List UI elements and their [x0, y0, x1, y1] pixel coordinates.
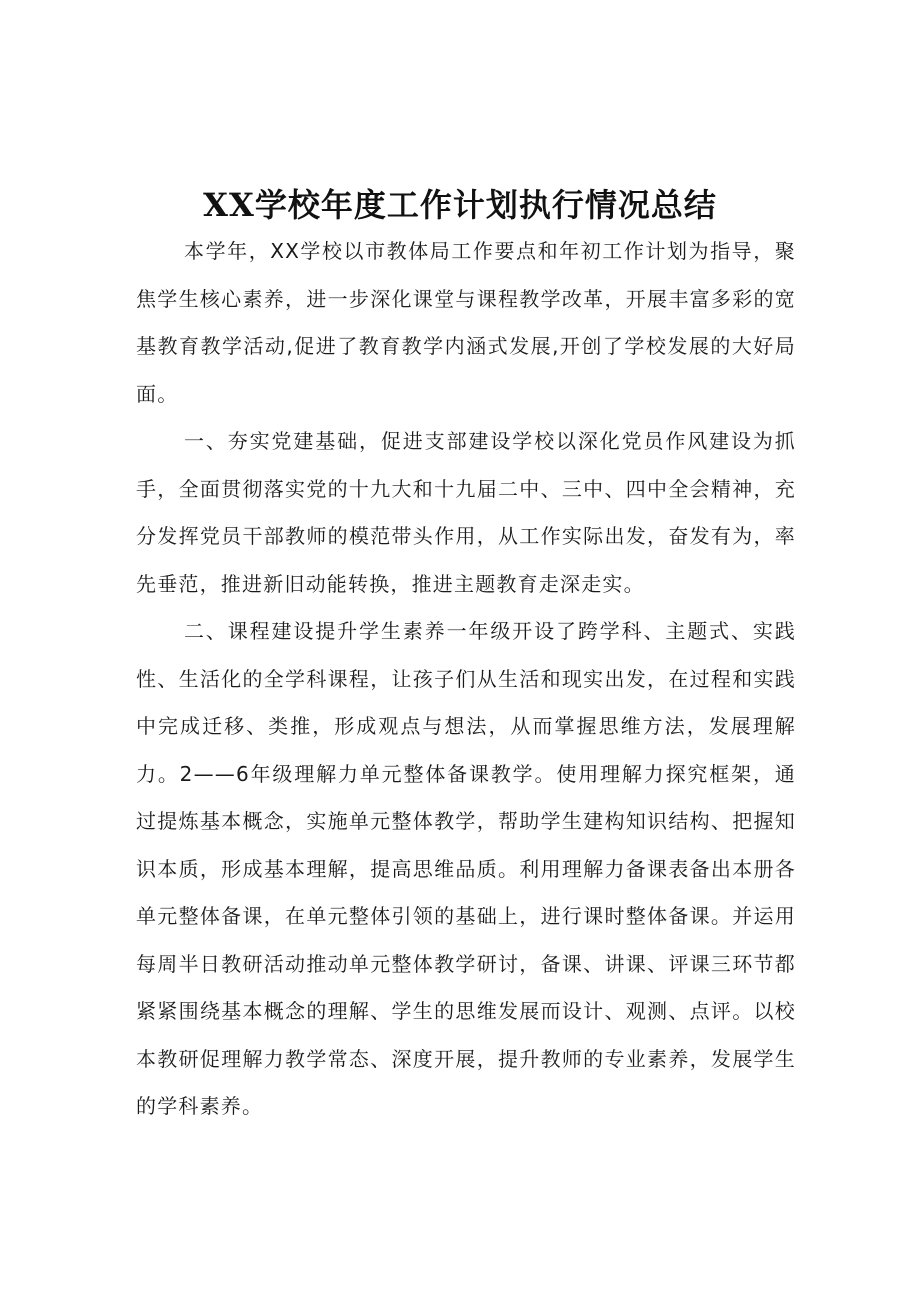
document-body: [136, 228, 796, 1131]
paragraph-party-building: 一、夯实党建基础，促进支部建设学校以深化党员作风建设为抓手，全面贯彻落实党的十九大和十九届二中、三中、四中全会精神，充分发挥党员干部教师的模范带头作用，从工作实际出发，奋发有为，率先垂范，推进新旧动能转换，推进主题教育走深走实。: [136, 429, 796, 596]
document-title: XX学校年度工作计划执行情况总结: [203, 186, 717, 225]
paragraph-intro: 本学年，XX学校以市教体局工作要点和年初工作计划为指导，聚焦学生核心素养，进一步深化课堂与课程教学改革，开展丰富多彩的宽基教育教学活动,促进了教育教学内涵式发展,开创了学校发展的大好局面。: [136, 239, 796, 406]
paragraph-curriculum: 二、课程建设提升学生素养一年级开设了跨学科、主题式、实践性、生活化的全学科课程，让孩子们从生活和现实出发，在过程和实践中完成迁移、类推，形成观点与想法，从而掌握思维方法，发展理解力。2——6年级理解力单元整体备课教学。使用理解力探究框架，通过提炼基本概念，实施单元整体教学，帮助学生建构知识结构、把握知识本质，形成基本理解，提高思维品质。利用理解力备课表备出本册各单元整体备课，在单元整体引领的基础上，进行课时整体备课。并运用每周半日教研活动推动单元整体教学研讨，备课、讲课、评课三环节都紧紧围绕基本概念的理解、学生的思维发展而设计、观测、点评。以校本教研促理解力教学常态、深度开展，提升教师的专业素养，发展学生的学科素养。: [136, 619, 796, 1118]
